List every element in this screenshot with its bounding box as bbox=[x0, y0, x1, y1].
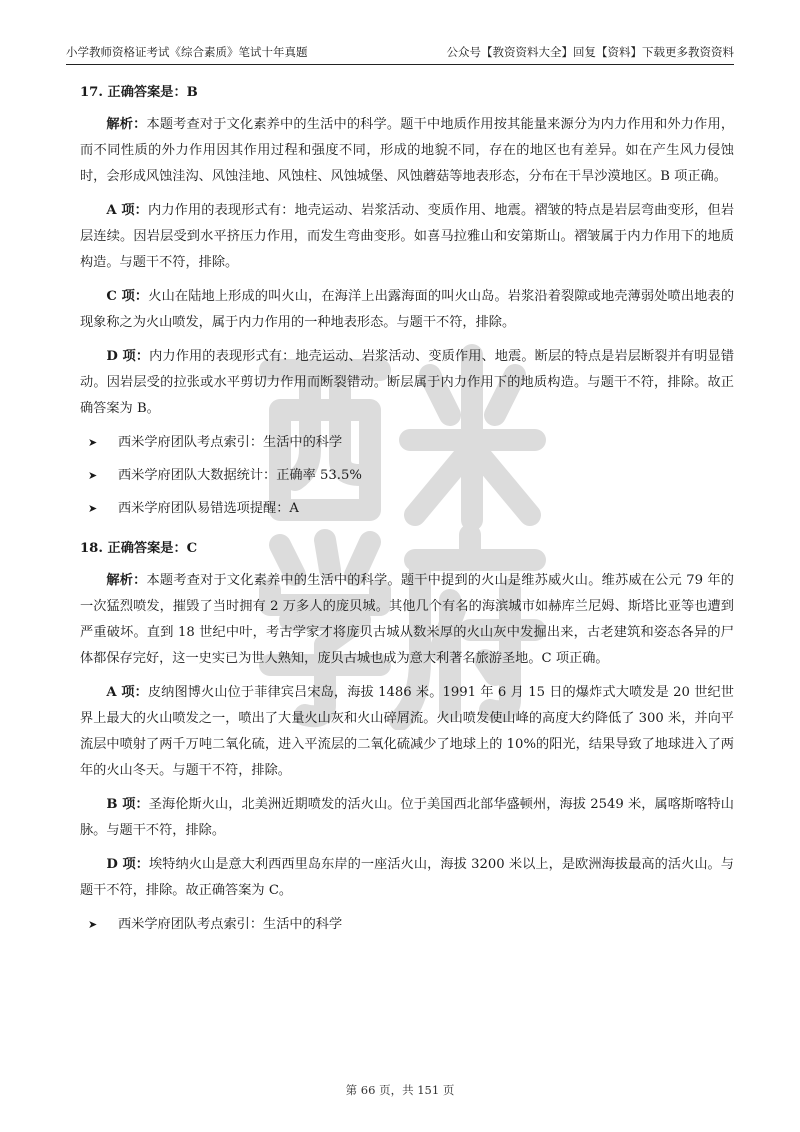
question-17-answer: 17. 正确答案是：B bbox=[80, 85, 198, 100]
option-b-label: B 项： bbox=[106, 797, 149, 812]
question-18-option-d bbox=[80, 852, 734, 904]
list-item bbox=[88, 496, 734, 522]
analysis-text: 本题考查对于文化素养中的生活中的科学。题干中提到的火山是维苏威火山。维苏威在公元 79 年的一次猛烈喷发，摧毁了当时拥有 2 万多人的庞贝城。其他几个有名的海滨城市如赫库兰尼姆、斯塔比亚等也遭到严重破坏。直到 18 世纪中叶，考古学家才将庞贝古城从数米厚的火山灰中发掘出来，古老建筑和姿态各异的尸体都保存完好，这一史实已为世人熟知，庞贝古城也成为意大利著名旅游圣地。C 项正确。 bbox=[80, 573, 734, 666]
header-promo: 公众号【教资资料大全】回复【资料】下载更多教资资料 bbox=[446, 45, 734, 59]
option-a-label: A 项： bbox=[106, 685, 148, 700]
list-item bbox=[88, 430, 734, 456]
option-d-text: 埃特纳火山是意大利西西里岛东岸的一座活火山，海拔 3200 米以上，是欧洲海拔最高的活火山。与题干不符，排除。故正确答案为 C。 bbox=[80, 857, 734, 898]
bullet-text: 西米学府团队易错选项提醒：A bbox=[118, 501, 299, 516]
question-18-analysis bbox=[80, 568, 734, 672]
question-17-analysis bbox=[80, 112, 734, 190]
list-item bbox=[88, 912, 734, 938]
option-a-text: 内力作用的表现形式有：地壳运动、岩浆活动、变质作用、地震。褶皱的特点是岩层弯曲变形，但岩层连续。因岩层受到水平挤压力作用，而发生弯曲变形。如喜马拉雅山和安第斯山。褶皱属于内力作用下的地质构造。与题干不符，排除。 bbox=[80, 203, 735, 270]
document-body bbox=[80, 80, 734, 945]
option-a-label: A 项： bbox=[106, 203, 148, 218]
bullet-text: 西米学府团队大数据统计：正确率 53.5% bbox=[118, 468, 362, 483]
option-a-text: 皮纳图博火山位于菲律宾吕宋岛，海拔 1486 米。1991 年 6 月 15 日的爆炸式大喷发是 20 世纪世界上最大的火山喷发之一，喷出了大量火山灰和火山碎屑流。火山喷发使山峰的高度大约降低了 300 米，并向平流层中喷射了两千万吨二氧化硫，进入平流层的二氧化硫减少了地球上的 10%的阳光，结果导致了地球进入了两年的火山冬天。与题干不符，排除。 bbox=[80, 685, 734, 778]
analysis-text: 本题考查对于文化素养中的生活中的科学。题干中地质作用按其能量来源分为内力作用和外力作用，而不同性质的外力作用因其作用过程和强度不同，形成的地貌不同，存在的地区也有差异。如在产生风力侵蚀时，会形成风蚀洼沟、风蚀洼地、风蚀柱、风蚀城堡、风蚀蘑菇等地表形态，分布在干旱沙漠地区。B 项正确。 bbox=[80, 117, 735, 184]
page-header bbox=[66, 44, 734, 65]
analysis-label: 解析： bbox=[106, 117, 147, 132]
question-17-option-d bbox=[80, 344, 734, 422]
arrow-bullet-icon: ➤ bbox=[88, 502, 98, 515]
option-d-label: D 项： bbox=[106, 349, 150, 364]
analysis-label: 解析： bbox=[106, 573, 147, 588]
option-c-text: 火山在陆地上形成的叫火山，在海洋上出露海面的叫火山岛。岩浆沿着裂隙或地壳薄弱处喷出地表的现象称之为火山喷发，属于内力作用的一种地表形态。与题干不符，排除。 bbox=[80, 289, 735, 330]
question-18-answer: 18. 正确答案是：C bbox=[80, 541, 198, 556]
option-d-text: 内力作用的表现形式有：地壳运动、岩浆活动、变质作用、地震。断层的特点是岩层断裂并有明显错动。因岩层受的拉张或水平剪切力作用而断裂错动。断层属于内力作用下的地质构造。与题干不符，排除。故正确答案为 B。 bbox=[80, 349, 735, 416]
question-18-option-b bbox=[80, 792, 734, 844]
bullet-text: 西米学府团队考点索引：生活中的科学 bbox=[118, 435, 343, 450]
arrow-bullet-icon: ➤ bbox=[88, 436, 98, 449]
option-d-label: D 项： bbox=[106, 857, 149, 872]
question-17-option-a bbox=[80, 198, 734, 276]
list-item bbox=[88, 463, 734, 489]
arrow-bullet-icon: ➤ bbox=[88, 469, 98, 482]
option-b-text: 圣海伦斯火山，北美洲近期喷发的活火山。位于美国西北部华盛顿州，海拔 2549 米，属喀斯喀特山脉。与题干不符，排除。 bbox=[80, 797, 734, 838]
question-18-option-a bbox=[80, 680, 734, 784]
bullet-text: 西米学府团队考点索引：生活中的科学 bbox=[118, 917, 343, 932]
option-c-label: C 项： bbox=[106, 289, 149, 304]
arrow-bullet-icon: ➤ bbox=[88, 918, 98, 931]
page-number: 第 66 页，共 151 页 bbox=[345, 1083, 455, 1097]
question-17-option-c bbox=[80, 284, 734, 336]
header-title: 小学教师资格证考试《综合素质》笔试十年真题 bbox=[66, 45, 308, 59]
